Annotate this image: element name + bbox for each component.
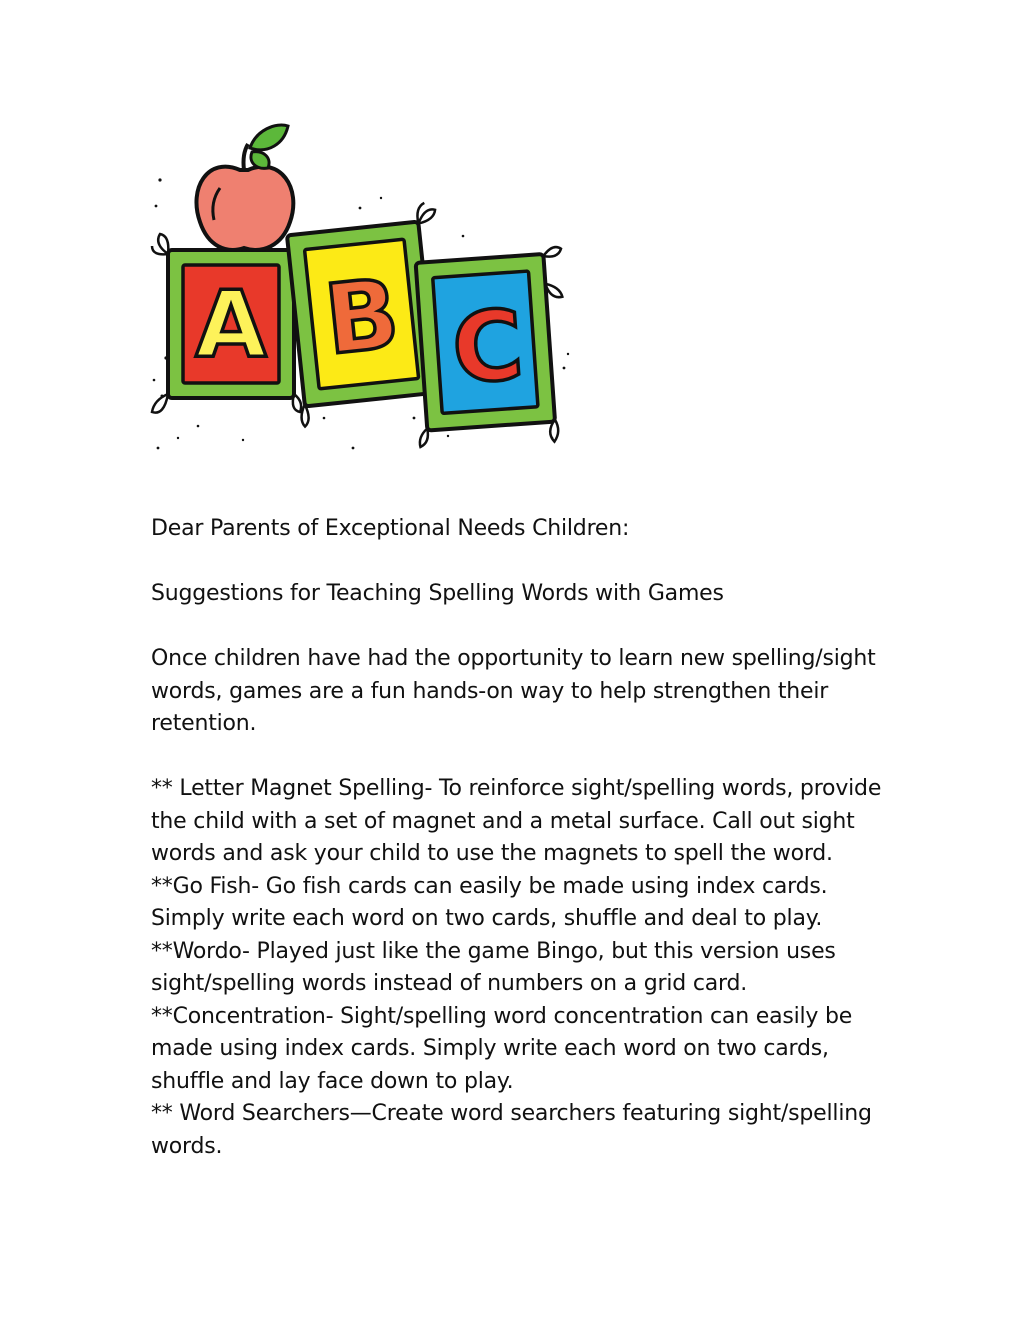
block-letter-a: A: [195, 271, 267, 378]
block-letter-b: B: [319, 257, 405, 377]
letter-title: Suggestions for Teaching Spelling Words with Games: [151, 581, 724, 606]
block-letter-c: C: [448, 288, 527, 406]
greeting: Dear Parents of Exceptional Needs Children:: [151, 516, 630, 541]
intro-paragraph: Once children have had the opportunity to learn new spelling/sight words, games are a fun hands-on way to help strengthen their retention.: [151, 646, 876, 736]
game-item-go-fish: **Go Fish- Go fish cards can easily be made using index cards. Simply write each word on two cards, shuffle and deal to play.: [151, 873, 828, 931]
letter-body: [151, 513, 886, 1163]
game-item-concentration: **Concentration- Sight/spelling word concentration can easily be made using index cards. Simply write each word on two cards, shuffle and lay face down to play.: [151, 1003, 853, 1094]
game-item-wordo: **Wordo- Played just like the game Bingo, but this version uses sight/spelling words instead of numbers on a grid card.: [151, 938, 836, 996]
abc-blocks-apple-illustration: [148, 118, 578, 468]
block-a: [152, 234, 301, 413]
block-c: [407, 247, 574, 451]
game-item-word-searchers: ** Word Searchers—Create word searchers featuring sight/spelling words.: [151, 1101, 872, 1159]
game-item-letter-magnet: ** Letter Magnet Spelling- To reinforce sight/spelling words, provide the child with a set of magnet and a metal surface. Call out sight words and ask your child to use the magnets to spell the word.: [151, 776, 882, 866]
apple-icon: [196, 125, 293, 250]
